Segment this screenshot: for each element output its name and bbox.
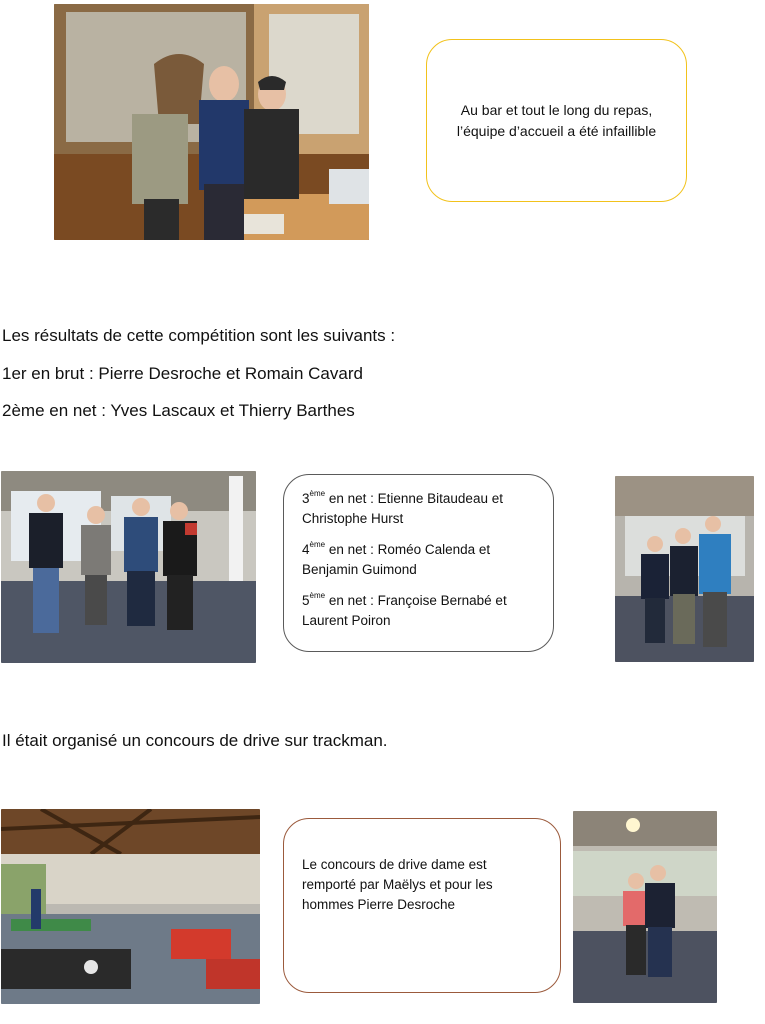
winners-trio-photo xyxy=(615,476,754,662)
results-callout xyxy=(283,474,554,652)
results-intro: Les résultats de cette compétition sont les suivants : xyxy=(2,326,396,345)
drive-winners-caption: Le concours de drive dame est remporté par Maëlys et pour les hommes Pierre Desroche xyxy=(302,857,493,912)
bar-team-caption: Au bar et tout le long du repas, l’équipe d’accueil a été infaillible xyxy=(456,101,657,139)
drive-winners-photo xyxy=(573,811,717,1003)
drive-callout xyxy=(283,818,561,993)
fourth-net-result: 4ème en net : Roméo Calenda et Benjamin Guimond xyxy=(302,540,491,577)
clubhouse-photo xyxy=(1,809,260,1004)
fifth-net-result: 5ème en net : Françoise Bernabé et Laurent Poiron xyxy=(302,591,507,628)
bar-team-photo xyxy=(54,4,369,240)
second-net-result: 2ème en net : Yves Lascaux et Thierry Barthes xyxy=(2,401,355,420)
drive-contest-text: Il était organisé un concours de drive sur trackman. xyxy=(2,731,388,750)
third-net-result: 3ème en net : Etienne Bitaudeau et Christophe Hurst xyxy=(302,489,503,526)
first-brut-result: 1er en brut : Pierre Desroche et Romain Cavard xyxy=(2,364,363,383)
winners-group-photo xyxy=(1,471,256,663)
bar-team-callout xyxy=(426,39,687,202)
